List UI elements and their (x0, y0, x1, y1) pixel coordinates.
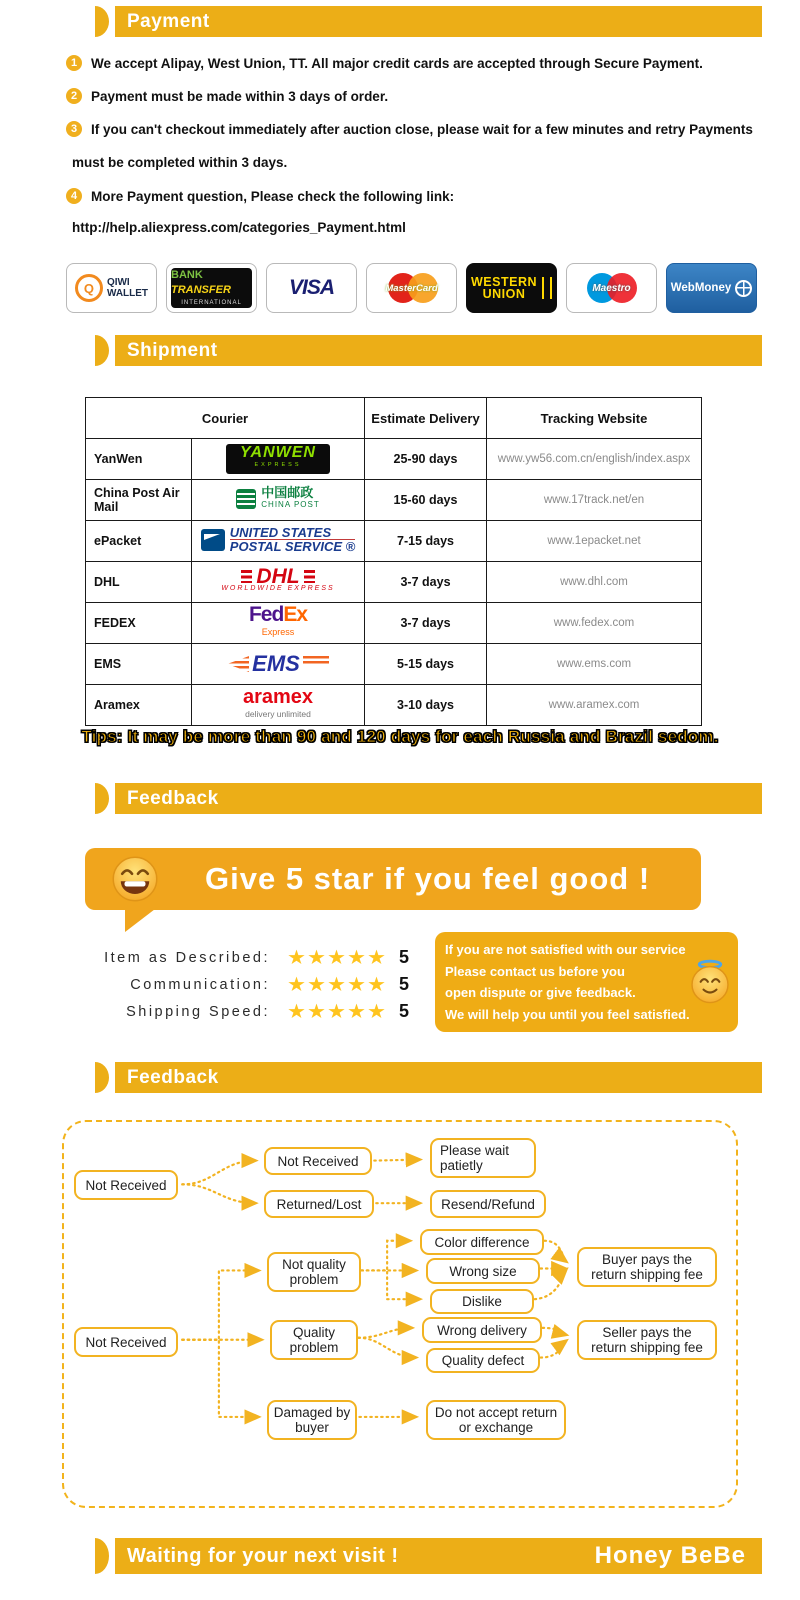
rating-label: Communication: (130, 976, 270, 993)
fedex-logo (192, 603, 364, 638)
courier-name: YanWen (86, 439, 192, 480)
flow-node-color-difference: Color difference (420, 1229, 544, 1255)
fedex-express-label: Express (261, 627, 295, 637)
qiwi-line2: WALLET (106, 288, 149, 299)
table-row (86, 521, 702, 562)
star-icon (348, 977, 365, 993)
five-star-speech-bubble (85, 848, 701, 910)
star-icon (328, 1004, 345, 1020)
shipment-section-banner (115, 335, 762, 366)
shipment-section-title: Shipment (127, 340, 218, 361)
delivery-estimate: 25-90 days (365, 439, 487, 480)
aramex-subtitle: delivery unlimited (245, 708, 311, 719)
flow-node-buyer-pays: Buyer pays the return shipping fee (577, 1247, 717, 1287)
payment-section-title: Payment (127, 11, 210, 32)
store-brand-name: Honey BeBe (594, 1542, 746, 1569)
star-icon (348, 1004, 365, 1020)
payment-step-2 (66, 89, 766, 104)
satisfaction-note-box (435, 932, 738, 1032)
rating-label: Item as Described: (104, 949, 270, 966)
table-row (86, 439, 702, 480)
payment-method-qiwi (66, 263, 157, 313)
header-tracking: Tracking Website (487, 398, 702, 439)
bank-word: BANK (171, 268, 203, 281)
payment-step-3 (66, 122, 766, 137)
qiwi-line1: QIWI (106, 277, 130, 288)
fedex-fed: Fed (248, 603, 284, 626)
maestro-label: Maestro (592, 283, 631, 294)
star-icon (288, 1004, 305, 1020)
rating-row-shipping-speed (85, 998, 425, 1025)
china-post-cn: 中国邮政 (261, 484, 314, 500)
star-icon (288, 977, 305, 993)
ribbon-notch-icon (95, 6, 109, 37)
rating-score: 5 (399, 974, 410, 994)
courier-logo-cell (192, 603, 365, 644)
dhl-dash-icon (304, 570, 315, 583)
ems-wordmark: EMS (252, 651, 300, 676)
courier-logo-cell (192, 480, 365, 521)
header-courier: Courier (86, 398, 365, 439)
china-post-en: CHINA POST (261, 499, 320, 509)
qiwi-label (107, 277, 148, 299)
rating-row-item-as-described (85, 944, 425, 971)
five-star-rating (288, 977, 385, 993)
rating-score: 5 (399, 1001, 410, 1021)
header-delivery: Estimate Delivery (365, 398, 487, 439)
western-union-logo (471, 276, 537, 300)
table-header-row (86, 398, 702, 439)
ribbon-notch-icon (95, 783, 109, 814)
payment-method-bank-transfer (166, 263, 257, 313)
ems-stripes-icon (303, 656, 329, 664)
tracking-url: www.aramex.com (487, 685, 702, 726)
shipping-tip-text: Tips: It may be more than 90 and 120 days for each Russia and Brazil sedom. (81, 727, 719, 746)
flow-node-wrong-size: Wrong size (426, 1258, 540, 1284)
aramex-wordmark: aramex (242, 685, 314, 708)
visa-logo: VISA (288, 276, 334, 299)
feedback-flow-section-banner (115, 1062, 762, 1093)
delivery-estimate: 3-7 days (365, 562, 487, 603)
dhl-subtitle: WORLDWIDE EXPRESS (221, 585, 335, 592)
feedback-section-title: Feedback (127, 788, 219, 809)
step-1-text: We accept Alipay, West Union, TT. All major credit cards are accepted through Secure Payment. (91, 56, 703, 71)
payment-step-1 (66, 56, 766, 71)
courier-logo-cell (192, 644, 365, 685)
payment-step-4 (66, 189, 766, 204)
flow-node-returned-lost: Returned/Lost (264, 1190, 374, 1218)
ems-stripes-icon (227, 656, 249, 672)
flow-node-seller-pays: Seller pays the return shipping fee (577, 1320, 717, 1360)
dhl-dash-icon (241, 570, 252, 583)
tracking-url: www.ems.com (487, 644, 702, 685)
courier-logo-cell (192, 562, 365, 603)
footer-banner (115, 1538, 762, 1574)
china-post-logo (236, 484, 320, 511)
step-2-badge: 2 (66, 88, 82, 104)
flow-node-not-quality-problem: Not quality problem (267, 1252, 361, 1292)
maestro-logo (581, 269, 643, 307)
courier-name: DHL (86, 562, 192, 603)
delivery-estimate: 3-10 days (365, 685, 487, 726)
note-line: If you are not satisfied with our service (445, 942, 686, 957)
courier-logo-cell (192, 685, 365, 726)
speech-bubble-tail (125, 906, 159, 932)
international-word: INTERNATIONAL (181, 299, 242, 306)
china-post-emblem-icon (236, 489, 256, 509)
tracking-url: www.dhl.com (487, 562, 702, 603)
star-icon (288, 950, 305, 966)
courier-name: EMS (86, 644, 192, 685)
dhl-wordmark: DHL (256, 565, 300, 588)
delivery-estimate: 5-15 days (365, 644, 487, 685)
rating-label: Shipping Speed: (126, 1003, 270, 1020)
courier-name: Aramex (86, 685, 192, 726)
star-icon (348, 950, 365, 966)
usps-eagle-icon (201, 529, 225, 551)
table-row (86, 603, 702, 644)
western-word: WESTERN (471, 275, 537, 289)
table-row (86, 644, 702, 685)
star-icon (368, 1004, 385, 1020)
star-icon (328, 977, 345, 993)
payment-method-visa (266, 263, 357, 313)
star-icon (308, 1004, 325, 1020)
payment-step-3-continuation: must be completed within 3 days. (72, 155, 288, 170)
flow-node-not-received-branch: Not Received (264, 1147, 372, 1175)
ribbon-notch-icon (95, 1538, 109, 1574)
courier-logo-cell (192, 439, 365, 480)
grinning-emoji-icon (111, 855, 159, 908)
flow-node-please-wait: Please wait patietly (430, 1138, 536, 1178)
courier-name: FEDEX (86, 603, 192, 644)
payment-methods-row (66, 263, 757, 313)
flow-node-dislike: Dislike (430, 1289, 534, 1314)
flow-node-damaged-by-buyer: Damaged by buyer (267, 1400, 357, 1440)
usps-line1: UNITED STATES (229, 525, 332, 541)
step-4-text: More Payment question, Please check the following link: (91, 189, 455, 204)
delivery-estimate: 3-7 days (365, 603, 487, 644)
delivery-estimate: 7-15 days (365, 521, 487, 562)
dhl-logo (192, 565, 364, 594)
qiwi-logo-icon: Q (75, 274, 103, 302)
five-star-rating (288, 1004, 385, 1020)
step-4-badge: 4 (66, 188, 82, 204)
table-row (86, 685, 702, 726)
aramex-logo (192, 685, 364, 721)
yanwen-express-label: EXPRESS (254, 462, 302, 468)
star-icon (308, 950, 325, 966)
western-union-bars-icon (542, 277, 552, 299)
yanwen-wordmark: YANWEN (240, 444, 316, 461)
globe-icon (735, 280, 752, 297)
flow-node-no-return-exchange: Do not accept return or exchange (426, 1400, 566, 1440)
note-line: open dispute or give feedback. (445, 985, 636, 1000)
delivery-estimate: 15-60 days (365, 480, 487, 521)
fedex-wordmark (248, 603, 308, 626)
step-2-text: Payment must be made within 3 days of order. (91, 89, 389, 104)
return-policy-flowchart (62, 1120, 738, 1508)
transfer-word: TRANSFER (171, 283, 231, 296)
flow-node-quality-problem: Quality problem (270, 1320, 358, 1360)
fedex-ex: Ex (283, 603, 308, 626)
bank-transfer-logo (171, 268, 252, 308)
union-word: UNION (482, 287, 526, 301)
flow-node-not-received-2: Not Received (74, 1327, 178, 1357)
flow-node-resend-refund: Resend/Refund (430, 1190, 546, 1218)
courier-name: China Post Air Mail (86, 480, 192, 521)
step-3-badge: 3 (66, 121, 82, 137)
rating-score: 5 (399, 947, 410, 967)
shipping-table (85, 397, 702, 726)
payment-section-banner (115, 6, 762, 37)
payment-method-mastercard (366, 263, 457, 313)
rating-row-communication (85, 971, 425, 998)
flow-node-not-received-1: Not Received (74, 1170, 178, 1200)
mastercard-label: MasterCard (385, 283, 438, 294)
tracking-url: www.17track.net/en (487, 480, 702, 521)
star-icon (368, 977, 385, 993)
note-line: We will help you until you feel satisfied. (445, 1006, 690, 1022)
flow-node-quality-defect: Quality defect (426, 1348, 540, 1373)
webmoney-label: WebMoney (670, 282, 732, 294)
ribbon-notch-icon (95, 335, 109, 366)
courier-name: ePacket (86, 521, 192, 562)
tracking-url: www.fedex.com (487, 603, 702, 644)
feedback-flow-section-title: Feedback (127, 1067, 219, 1088)
star-icon (328, 950, 345, 966)
step-1-badge: 1 (66, 55, 82, 71)
payment-method-western-union (466, 263, 557, 313)
feedback-section-banner (115, 783, 762, 814)
table-row (86, 480, 702, 521)
payment-method-maestro (566, 263, 657, 313)
footer-message: Waiting for your next visit ! (127, 1545, 399, 1567)
yanwen-logo (226, 444, 330, 474)
step-3-text: If you can't checkout immediately after auction close, please wait for a few minutes and retry Payments (91, 122, 753, 137)
dhl-wordmark-row (192, 565, 364, 588)
usps-line2: POSTAL SERVICE ® (229, 539, 356, 555)
payment-help-link[interactable]: http://help.aliexpress.com/categories_Payment.html (72, 220, 406, 235)
bank-transfer-line1 (171, 267, 252, 297)
tracking-url: www.yw56.com.cn/english/index.aspx (487, 439, 702, 480)
star-icon (368, 950, 385, 966)
payment-method-webmoney (666, 263, 757, 313)
ems-logo (227, 651, 329, 677)
five-star-rating (288, 950, 385, 966)
ribbon-notch-icon (95, 1062, 109, 1093)
star-icon (308, 977, 325, 993)
note-line: Please contact us before you (445, 963, 625, 979)
usps-logo (201, 526, 355, 553)
angel-emoji-icon (687, 958, 733, 1009)
courier-logo-cell (192, 521, 365, 562)
china-post-text (261, 484, 320, 511)
usps-text (230, 526, 355, 553)
five-star-message: Give 5 star if you feel good ! (205, 861, 651, 896)
mastercard-logo (382, 269, 442, 307)
table-row (86, 562, 702, 603)
tracking-url: www.1epacket.net (487, 521, 702, 562)
flow-node-wrong-delivery: Wrong delivery (422, 1317, 542, 1343)
